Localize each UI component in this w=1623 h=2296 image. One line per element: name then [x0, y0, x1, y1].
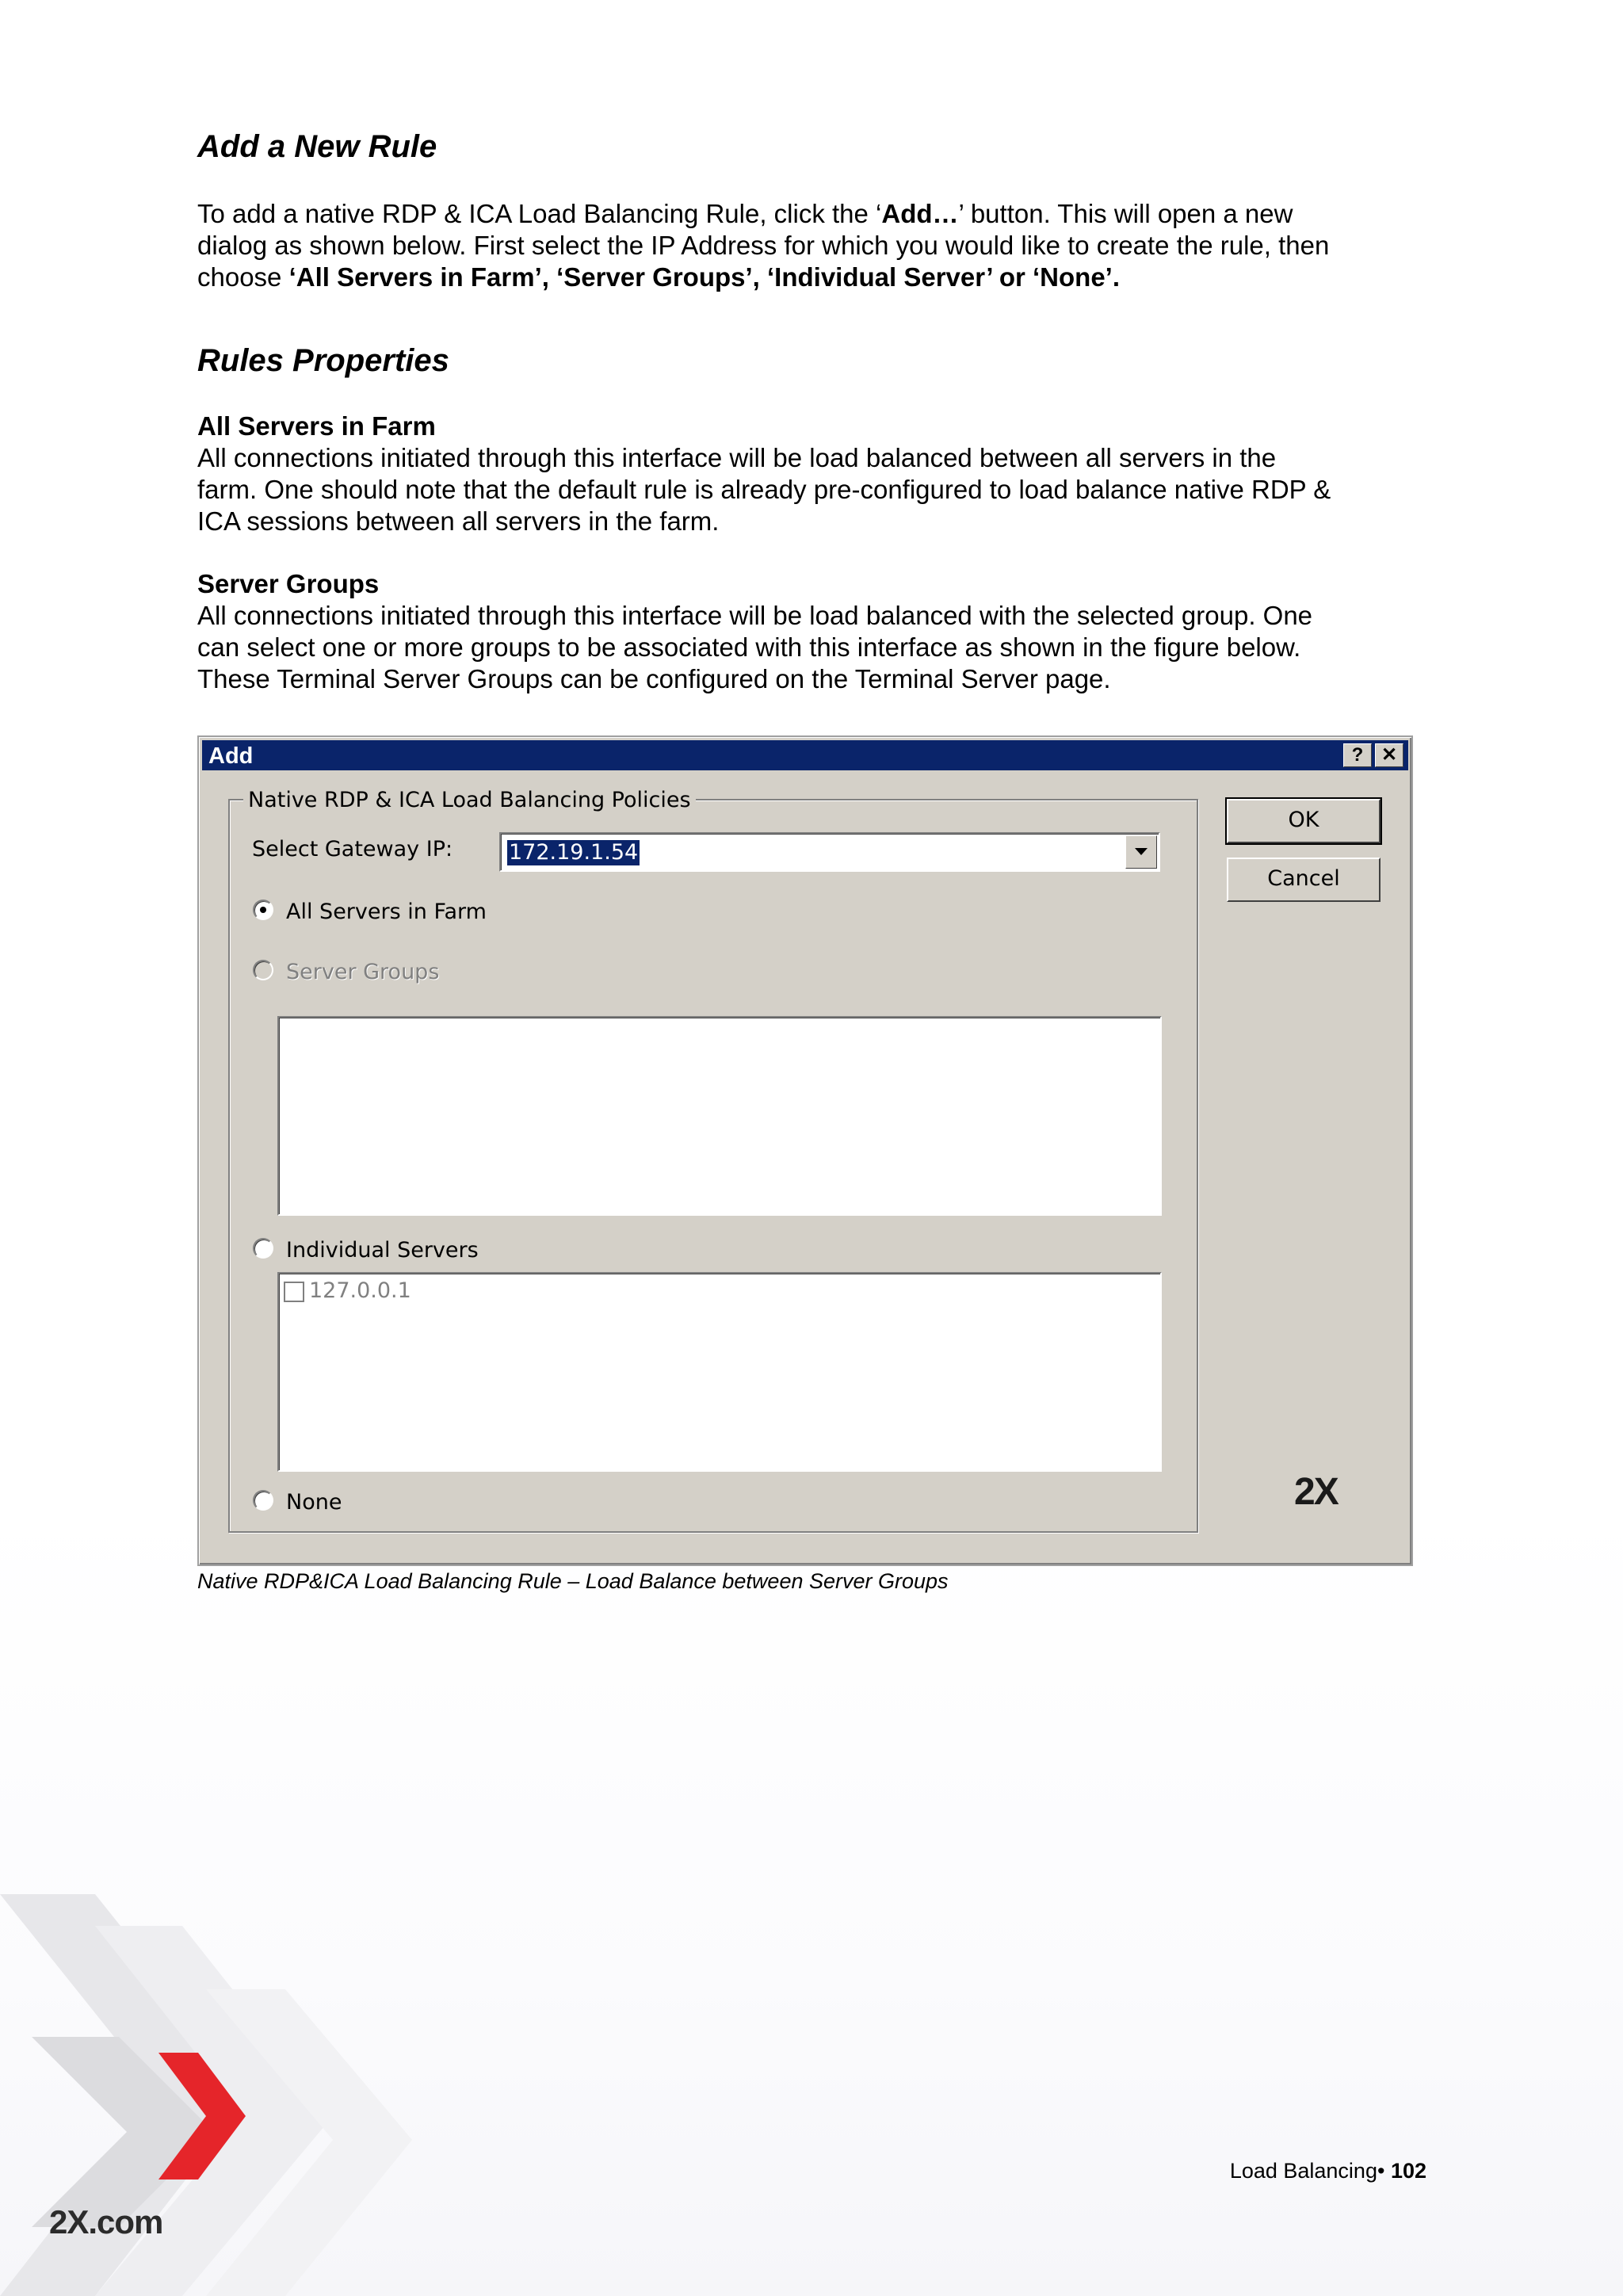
- page-footer: [1230, 2159, 1426, 2183]
- individual-servers-list[interactable]: [277, 1272, 1162, 1472]
- label-server-groups: Server Groups: [286, 960, 440, 984]
- logo-digit: 2: [1294, 1471, 1314, 1513]
- text: ’ button. This will open a new dialog as shown below. First select the IP Address for which you would like to create the rule, then choose: [197, 199, 1330, 292]
- chevron-down-icon[interactable]: [1125, 835, 1157, 869]
- section-rules-properties: [197, 343, 1338, 379]
- footer-section: Load Balancing: [1229, 2159, 1377, 2183]
- label-none: None: [286, 1490, 342, 1515]
- text-bold-options: ‘All Servers in Farm’, ‘Server Groups’, ‘Individual Server’ or ‘None’.: [288, 262, 1121, 292]
- paragraph-all-servers: All connections initiated through this interface will be load balanced between all servers in the farm. One should note that the default rule is already pre-configured to load balance native RDP & ICA sessions between all servers in the farm.: [197, 443, 1331, 536]
- footer-bullet: •: [1377, 2159, 1385, 2183]
- cancel-button[interactable]: Cancel: [1227, 858, 1381, 902]
- server-groups-list[interactable]: [277, 1016, 1162, 1216]
- heading-rules-properties: Rules Properties: [197, 343, 449, 378]
- block-all-servers: [197, 411, 1338, 537]
- text: To add a native RDP & ICA Load Balancing Rule, click the ‘: [197, 199, 882, 228]
- label-individual-servers: Individual Servers: [286, 1238, 479, 1263]
- figure-caption: Native RDP&ICA Load Balancing Rule – Load Balance between Server Groups: [197, 1569, 949, 1593]
- gateway-ip-select[interactable]: [499, 832, 1160, 872]
- radio-dot: [260, 907, 266, 913]
- radio-server-groups[interactable]: [253, 960, 273, 980]
- label-all-servers: All Servers in Farm: [286, 900, 487, 924]
- add-dialog: [197, 735, 1413, 1566]
- text-bold-add: Add…: [881, 199, 959, 228]
- brand-2x-com: 2X.com: [49, 2203, 163, 2241]
- gateway-ip-value: 172.19.1.54: [509, 840, 639, 865]
- server-checkbox[interactable]: [284, 1282, 304, 1302]
- subheading-all-servers: All Servers in Farm: [197, 411, 436, 441]
- radio-all-servers[interactable]: [253, 900, 273, 920]
- radio-individual-servers[interactable]: [253, 1238, 273, 1259]
- subheading-server-groups: Server Groups: [197, 569, 380, 598]
- paragraph-add-rule: [197, 198, 1338, 293]
- page-number: 102: [1390, 2159, 1426, 2183]
- server-item-label: 127.0.0.1: [309, 1278, 411, 1303]
- dialog-titlebar: [202, 740, 1408, 770]
- logo-x: X: [1313, 1471, 1338, 1513]
- heading-add-new-rule: Add a New Rule: [197, 129, 437, 164]
- section-add-new-rule: [197, 129, 1338, 165]
- 2x-logo: [1294, 1470, 1338, 1514]
- close-button[interactable]: ✕: [1375, 743, 1403, 767]
- gateway-label: Select Gateway IP:: [252, 837, 453, 861]
- dialog-title: Add: [208, 743, 254, 769]
- policies-legend: Native RDP & ICA Load Balancing Policies: [243, 788, 696, 812]
- block-server-groups: [197, 568, 1338, 695]
- help-button[interactable]: ?: [1343, 743, 1372, 767]
- ok-button[interactable]: OK: [1227, 799, 1381, 843]
- paragraph-server-groups: All connections initiated through this interface will be load balanced with the selected group. One can select one or more groups to be associated with this interface as shown in the figure below. These Terminal Server Groups can be configured on the Terminal Server page.: [197, 601, 1313, 693]
- radio-none[interactable]: [253, 1490, 273, 1511]
